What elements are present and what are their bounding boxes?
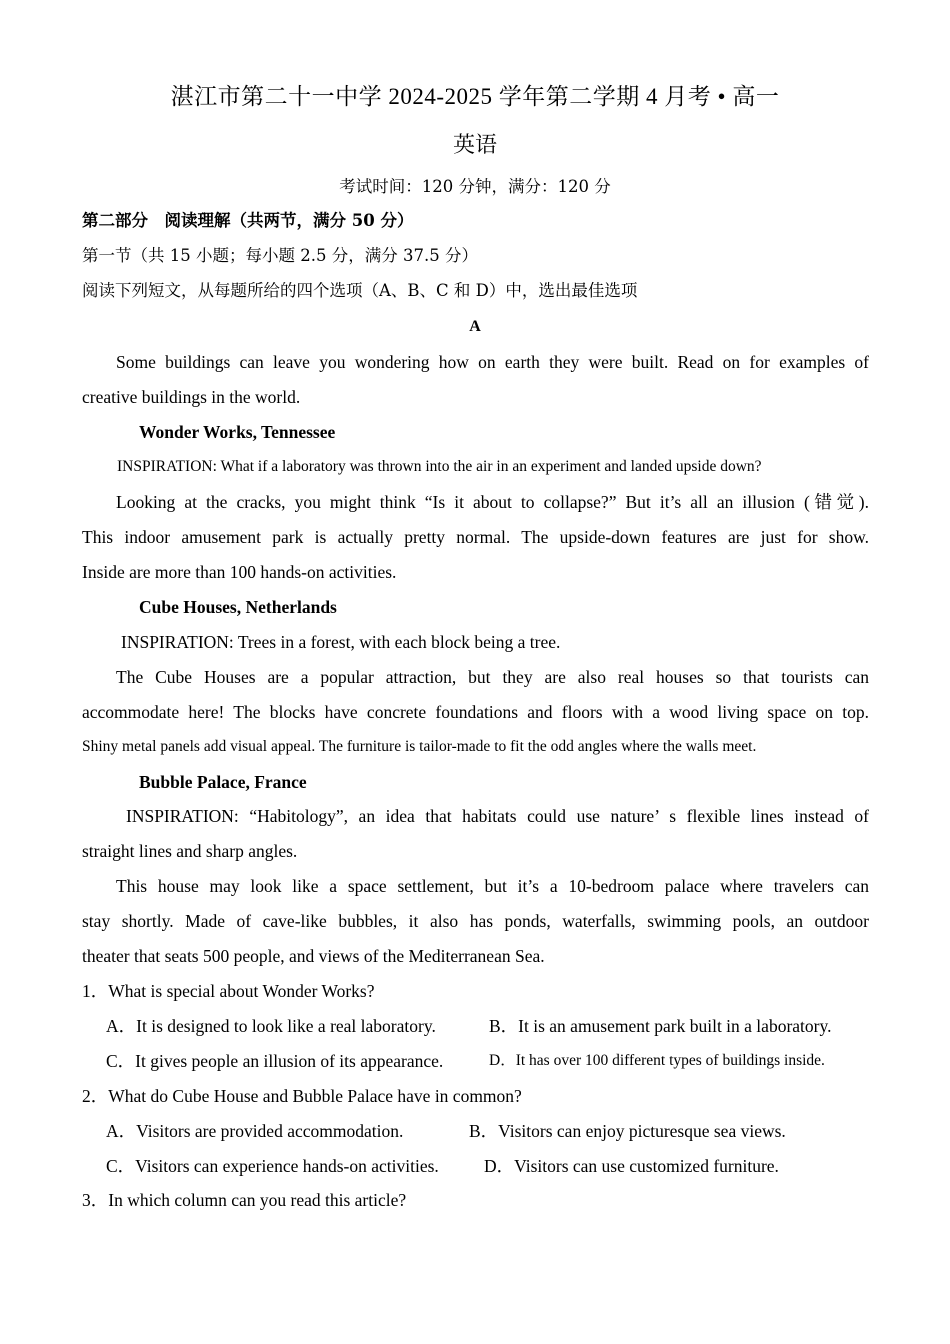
question-option: C．Visitors can experience hands-on activities. [106,1156,439,1176]
exam-title: 湛江市第二十一中学 2024-2025 学年第二学期 4 月考 • 高一 [170,84,780,109]
question-option: B．Visitors can enjoy picturesque sea views. [469,1121,786,1141]
wonder-works-inspiration: INSPIRATION: What if a laboratory was thrown into the air in an experiment and landed upside down? [117,458,762,475]
cube-houses-body-line: The Cube Houses are a popular attraction, but they are also real houses so that tourists can [116,667,869,687]
question-option: D．Visitors can use customized furniture. [484,1156,779,1176]
intro-line: creative buildings in the world. [82,387,301,407]
wonder-works-title: Wonder Works, Tennessee [139,422,336,442]
cube-houses-body-line: Shiny metal panels add visual appeal. The furniture is tailor-made to fit the odd angles where the walls meet. [82,738,757,755]
cube-houses-title: Cube Houses, Netherlands [139,597,337,617]
intro-line: Some buildings can leave you wondering how on earth they were built. Read on for examples of [116,352,869,372]
question-option: A．Visitors are provided accommodation. [106,1121,404,1141]
wonder-works-body-line: This indoor amusement park is actually pretty normal. The upside-down features are just for show. [82,527,869,547]
instructions: 阅读下列短文，从每题所给的四个选项（A、B、C 和 D）中，选出最佳选项 [82,281,638,300]
question-option: A．It is designed to look like a real laboratory. [106,1016,436,1036]
subsection-heading: 第一节（共 15 小题；每小题 2.5 分，满分 37.5 分） [82,246,478,265]
question-stem: 2．What do Cube House and Bubble Palace have in common? [82,1086,522,1106]
question-option: C．It gives people an illusion of its appearance. [106,1051,444,1071]
wonder-works-body-line: Looking at the cracks, you might think “Is it about to collapse?” But it’s all an illusion (错觉). [116,492,869,512]
bubble-palace-body-line: This house may look like a space settlement, but it’s a 10-bedroom palace where travelers can [116,876,869,896]
question-option: B．It is an amusement park built in a laboratory. [489,1016,832,1036]
part-heading: 第二部分 阅读理解（共两节，满分 50 分） [82,211,414,230]
bubble-palace-body-line: theater that seats 500 people, and views of the Mediterranean Sea. [82,946,545,966]
subject-title: 英语 [452,132,497,157]
question-stem: 3．In which column can you read this article? [82,1190,407,1210]
question-option: D．It has over 100 different types of buildings inside. [489,1052,825,1069]
cube-houses-inspiration: INSPIRATION: Trees in a forest, with each block being a tree. [121,632,561,652]
cube-houses-body-line: accommodate here! The blocks have concrete foundations and floors with a wood living space on top. [82,702,869,722]
exam-info: 考试时间：120 分钟，满分：120 分 [339,177,611,196]
bubble-palace-title: Bubble Palace, France [139,772,307,792]
passage-label: A [469,318,481,335]
bubble-palace-inspiration: straight lines and sharp angles. [82,841,298,861]
wonder-works-body-line: Inside are more than 100 hands-on activities. [82,562,397,582]
bubble-palace-body-line: stay shortly. Made of cave-like bubbles, it also has ponds, waterfalls, swimming pools, an outdoor [82,911,869,931]
question-stem: 1．What is special about Wonder Works? [82,981,375,1001]
bubble-palace-inspiration: INSPIRATION: “Habitology”, an idea that habitats could use nature’ s flexible lines instead of [126,806,869,826]
